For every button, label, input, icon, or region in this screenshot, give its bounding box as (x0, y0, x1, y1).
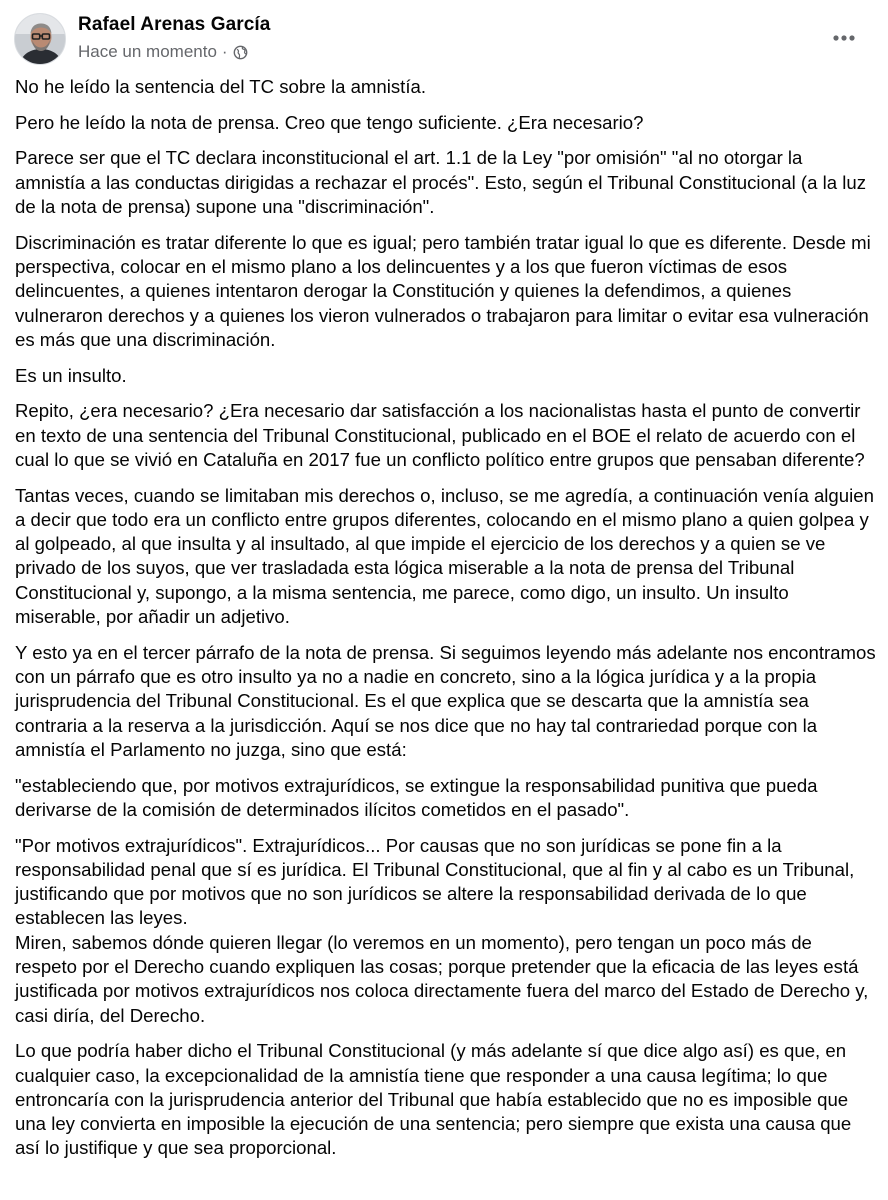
post-paragraph: Repito, ¿era necesario? ¿Era necesario dar satisfacción a los nacionalistas hasta el punto de convertir en texto de una sentencia del Tribunal Constitucional, publicado en el BOE el relato de acuerdo con el cual lo que se vivió en Cataluña en 2017 fue un conflicto político entre grupos que pensaban diferente? (15, 400, 865, 470)
post-paragraph: Pero he leído la nota de prensa. Creo que tengo suficiente. ¿Era necesario? (15, 111, 644, 133)
post-meta (78, 42, 248, 62)
post-paragraph: Es un insulto. (15, 364, 127, 386)
post-paragraph: "Por motivos extrajurídicos". Extrajurídicos... Por causas que no son jurídicas se pone fin a la responsabilidad penal que sí es jurídica. El Tribunal Constitucional, que al fin y al cabo es un Tribunal, justificando que por motivos que no son jurídicos se altere la responsabilidad derivada de lo que establecen las leyes. Miren, sabemos dónde quieren llegar (lo veremos en un momento), pero tengan un poco más de respeto por el Derecho cuando expliquen las cosas; porque pretender que la eficacia de las leyes está justificada por motivos extrajurídicos nos coloca directamente fuera del marco del Estado de Derecho y, casi diría, del Derecho. (15, 834, 869, 1026)
post-paragraph: Parece ser que el TC declara inconstitucional el art. 1.1 de la Ley "por omisión" "al no otorgar la amnistía a las conductas dirigidas a rechazar el procés". Esto, según el Tribunal Constitucional (a la luz de la nota de prensa) supone una "discriminación". (15, 147, 866, 217)
post-paragraph: Discriminación es tratar diferente lo que es igual; pero también tratar igual lo que es diferente. Desde mi perspectiva, colocar en el mismo plano a los delincuentes y a los que fueron víctimas de esos delincuentes, a quienes intentaron derogar la Constitución y quienes la defendimos, a quienes vulneraron derechos y a quienes los vieron vulnerados o trabajaron para limitar o evitar esa vulneración es más que una discriminación. (15, 231, 871, 350)
avatar[interactable] (14, 13, 66, 65)
more-options-button[interactable] (824, 20, 864, 56)
author-name[interactable]: Rafael Arenas García (78, 14, 271, 35)
meta-separator: · (221, 42, 228, 61)
post-quote: "estableciendo que, por motivos extrajurídicos, se extingue la responsabilidad punitiva que pueda derivarse de la comisión de determinados ilícitos cometidos en el pasado". (15, 774, 818, 820)
post-paragraph: Lo que podría haber dicho el Tribunal Constitucional (y más adelante sí que dice algo así) es que, en cualquier caso, la excepcionalidad de la amnistía tiene que responder a una causa legítima; lo que entroncaría con la jurisprudencia anterior del Tribunal que había establecido que no es imposible que una ley convierta en imposible la ejecución de una sentencia; pero siempre que exista una causa que así lo justifique y que sea proporcional. (15, 1040, 852, 1159)
post-header (14, 12, 874, 68)
globe-icon[interactable] (233, 45, 248, 60)
post-timestamp[interactable]: Hace un momento (78, 42, 217, 61)
post-text (15, 75, 877, 1172)
more-horizontal-icon (832, 34, 856, 42)
post-paragraph: No he leído la sentencia del TC sobre la amnistía. (15, 76, 427, 97)
post-paragraph: Y esto ya en el tercer párrafo de la nota de prensa. Si seguimos leyendo más adelante nos encontramos con un párrafo que es otro insulto ya no a nadie en concreto, sino a la lógica jurídica y a la propia jurisprudencia del Tribunal Constitucional. Es el que explica que se descarta que la amnistía sea contraria a la reserva a la jurisdicción. Aquí se nos dice que no hay tal contrariedad porque con la amnistía el Parlamento no juzga, sino que está: (15, 641, 876, 760)
profile-photo-icon (15, 14, 66, 65)
post-paragraph: Tantas veces, cuando se limitaban mis derechos o, incluso, se me agredía, a continuación venía alguien a decir que todo era un conflicto entre grupos diferentes, colocando en el mismo plano a quien golpea y al golpeado, al que insulta y al insultado, al que impide el ejercicio de los derechos y a quien se ve privado de los suyos, que ver trasladada esta lógica miserable a la nota de prensa del Tribunal Constitucional y, supongo, a la misma sentencia, me parece, como digo, un insulto. Un insulto miserable, por añadir un adjetivo. (15, 484, 874, 627)
